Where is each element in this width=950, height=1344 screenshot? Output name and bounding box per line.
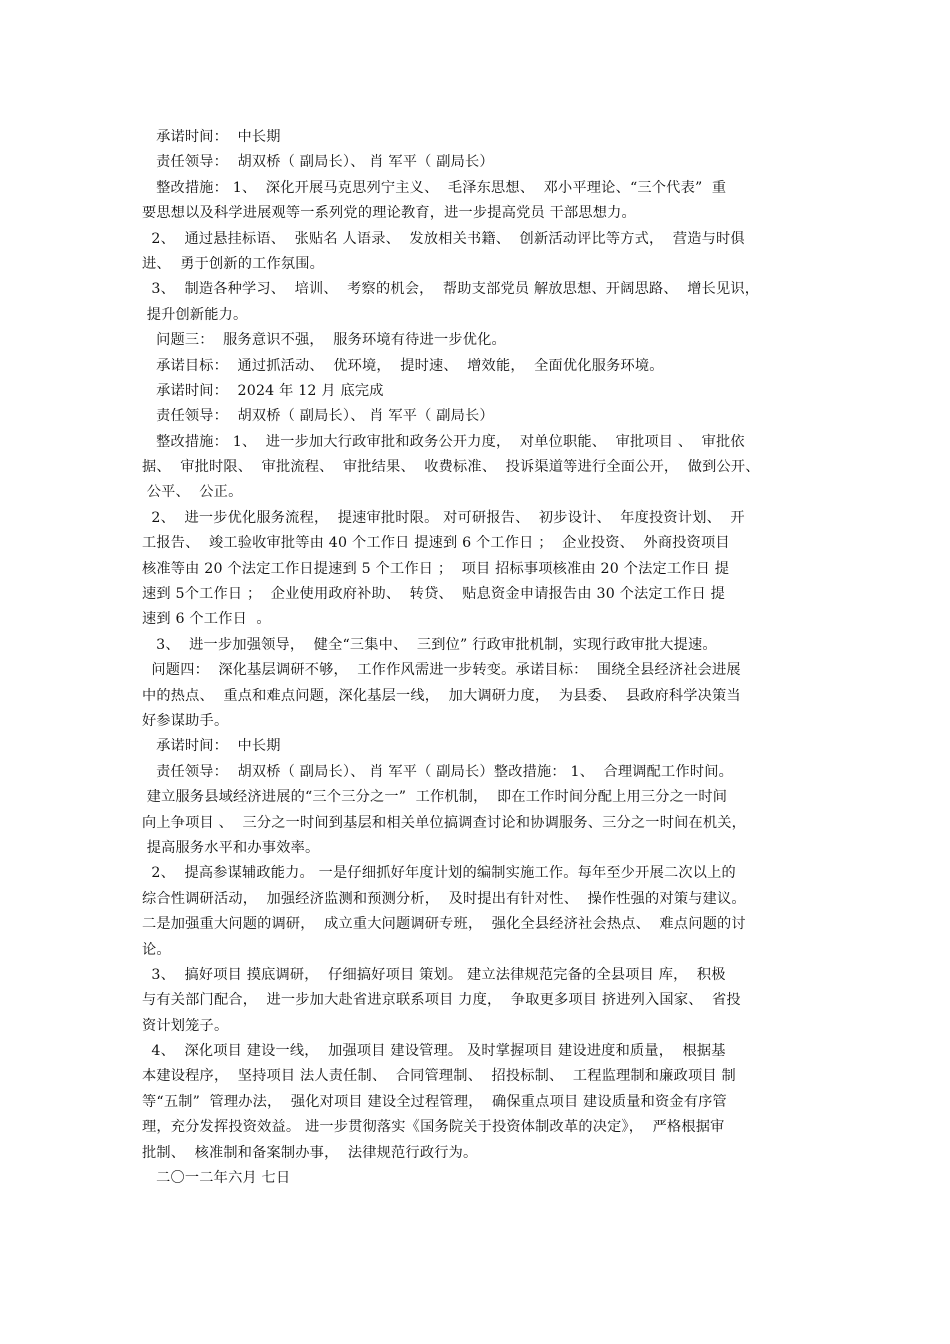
text-line: 公平、 公正。 (142, 484, 243, 501)
text-line: 提升创新能力。 (142, 306, 248, 323)
text-line: 据、 审批时限、 审批流程、 审批结果、 收费标准、 投诉渠道等进行全面公开， 做到公开、 (142, 459, 760, 476)
text-line: 整改措施： 1、 进一步加大行政审批和政务公开力度， 对单位职能、 审批项目 、 审批依 (142, 433, 745, 450)
text-line: 承诺时间： 中长期 (142, 129, 281, 145)
text-line: 问题四： 深化基层调研不够， 工作作风需进一步转变。承诺目标： 围绕全县经济社会进展 (142, 662, 741, 679)
text-line: 等“五制” 管理办法， 强化对项目 建设全过程管理， 确保重点项目 建设质量和资金有序管 (142, 1093, 727, 1110)
text-line: 二〇一二年六月 七日 (142, 1170, 291, 1187)
text-line: 承诺目标： 通过抓活动、 优环境， 提时速、 增效能， 全面优化服务环境。 (142, 357, 664, 374)
text-line: 建立服务县域经济进展的“三个三分之一” 工作机制， 即在工作时间分配上用三分之一时间 (142, 789, 728, 806)
text-line: 与有关部门配合， 进一步加大赴省进京联系项目 力度， 争取更多项目 挤进列入国家、 省投 (142, 992, 741, 1009)
text-line: 2、 进一步优化服务流程， 提速审批时限。 对可研报告、 初步设计、 年度投资计划、 开 (142, 509, 745, 526)
text-line: 进、 勇于创新的工作氛围。 (142, 255, 325, 272)
text-line: 向上争项目 、 三分之一时间到基层和相关单位搞调查讨论和协调服务、三分之一时间在机关， (142, 814, 747, 831)
text-line: 批制、 核准制和备案制办事， 法律规范行政行为。 (142, 1144, 478, 1161)
text-line: 责任领导： 胡双桥（ 副局长）、 肖 军平（ 副局长）整改措施： 1、 合理调配工作时间。 (142, 763, 733, 780)
text-line: 整改措施： 1、 深化开展马克思列宁主义、 毛泽东思想、 邓小平理论、“三个代表” 重 (142, 179, 727, 196)
text-line: 4、 深化项目 建设一线， 加强项目 建设管理。 及时掌握项目 建设进度和质量， 根据基 (142, 1043, 726, 1060)
text-line: 中的热点、 重点和难点问题，深化基层一线， 加大调研力度， 为县委、 县政府科学决策当 (142, 687, 741, 704)
text-line: 综合性调研活动， 加强经济监测和预测分析， 及时提出有针对性、 操作性强的对策与建议。 (142, 890, 746, 907)
text-line: 二是加强重大问题的调研， 成立重大问题调研专班， 强化全县经济社会热点、 难点问题的讨 (142, 916, 746, 933)
text-line: 核准等由 20 个法定工作日提速到 5 个工作日 ； 项目 招标事项核准由 20 个法定工作日 提 (142, 560, 730, 577)
text-line: 论。 (142, 941, 171, 958)
text-line: 问题三： 服务意识不强， 服务环境有待进一步优化。 (142, 332, 506, 349)
text-line: 本建设程序， 坚持项目 法人责任制、 合同管理制、 招投标制、 工程监理制和廉政项目 制 (142, 1068, 736, 1085)
text-line: 责任领导： 胡双桥（ 副局长）、 肖 军平（ 副局长） (142, 408, 494, 425)
text-line: 3、 搞好项目 摸底调研， 仔细搞好项目 策划。 建立法律规范完备的全县项目 库， 积极 (142, 966, 726, 983)
text-line: 3、 制造各种学习、 培训、 考察的机会， 帮助支部党员 解放思想、开阔思路、 增长见识， (142, 281, 760, 298)
text-line: 提高服务水平和办事效率。 (142, 839, 320, 856)
text-line: 速到 6 个工作日 。 (142, 611, 271, 628)
text-line: 资计划笼子。 (142, 1017, 229, 1034)
text-line: 工报告、 竣工验收审批等由 40 个工作日 提速到 6 个工作日 ； 企业投资、 外商投资项目 (142, 535, 730, 552)
text-line: 承诺时间： 2024 年 12 月 底完成 (142, 382, 384, 399)
text-line: 3、 进一步加强领导， 健全“三集中、 三到位” 行政审批机制，实现行政审批大提速。 (142, 636, 717, 653)
document-body (142, 125, 822, 1191)
text-line: 责任领导： 胡双桥（ 副局长）、 肖 军平（ 副局长） (142, 154, 494, 171)
text-line: 要思想以及科学进展观等一系列党的理论教育，进一步提高党员 干部思想力。 (142, 205, 636, 222)
text-line: 速到 5个工作日 ； 企业使用政府补助、 转贷、 贴息资金申请报告由 30 个法定工作日 提 (142, 586, 726, 603)
text-line: 2、 通过悬挂标语、 张贴名 人语录、 发放相关书籍、 创新活动评比等方式， 营造与时俱 (142, 230, 745, 247)
text-line: 承诺时间： 中长期 (142, 738, 281, 755)
text-line: 2、 提高参谋辅政能力。 一是仔细抓好年度计划的编制实施工作。每年至少开展二次以上的 (142, 865, 736, 882)
text-line: 理，充分发挥投资效益。 进一步贯彻落实《国务院关于投资体制改革的决定》， 严格根据审 (142, 1119, 725, 1136)
text-line: 好参谋助手。 (142, 712, 229, 729)
